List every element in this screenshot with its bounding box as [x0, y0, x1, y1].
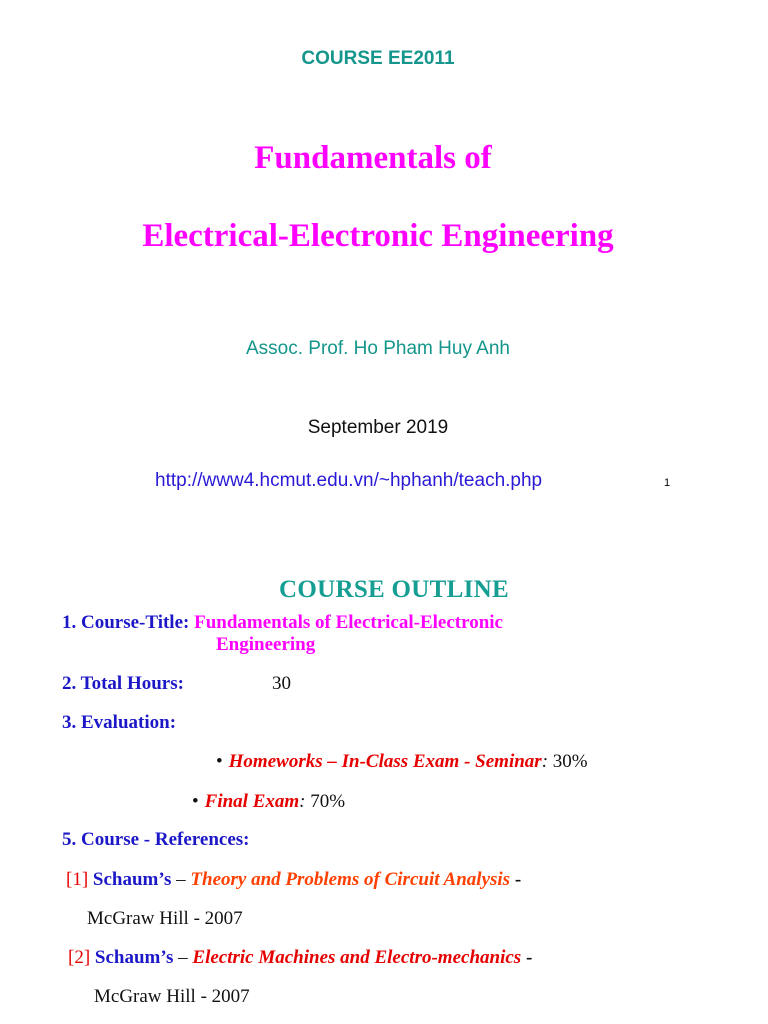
- evaluation-item: [216, 751, 588, 773]
- evaluation-colon: :: [299, 791, 306, 812]
- date: September 2019: [307, 417, 449, 438]
- reference-item: [68, 947, 532, 969]
- reference-author: Schaum’s: [90, 947, 174, 968]
- total-hours-value: 30: [272, 673, 291, 694]
- reference-item: [66, 869, 521, 891]
- reference-number: [1]: [66, 869, 89, 890]
- course-title-value: Fundamentals of Electrical-Electronic: [194, 612, 503, 633]
- evaluation-label: 3. Evaluation:: [62, 712, 177, 733]
- evaluation-name: Final Exam: [204, 791, 300, 812]
- page-number: 1: [664, 477, 671, 489]
- title-line-2: Electrical-Electronic Engineering: [142, 218, 614, 254]
- course-code: COURSE EE2011: [301, 48, 455, 69]
- reference-publisher: McGraw Hill - 2007: [87, 908, 243, 929]
- references-label: 5. Course - References:: [62, 829, 250, 850]
- reference-dash: –: [171, 869, 191, 890]
- reference-author: Schaum’s: [88, 869, 172, 890]
- course-url-link[interactable]: http://www4.hcmut.edu.vn/~hphanh/teach.php: [155, 470, 543, 491]
- reference-title: Electric Machines and Electro-mechanics: [192, 947, 522, 968]
- reference-number: [2]: [68, 947, 91, 968]
- total-hours-label: 2. Total Hours:: [62, 673, 184, 694]
- bullet-icon: •: [216, 751, 223, 772]
- reference-trail: -: [510, 869, 522, 890]
- course-title-value-cont: Engineering: [216, 634, 316, 655]
- reference-publisher: McGraw Hill - 2007: [94, 986, 250, 1007]
- evaluation-weight: 70%: [305, 791, 346, 812]
- evaluation-colon: :: [541, 751, 549, 772]
- author: Assoc. Prof. Ho Pham Huy Anh: [245, 338, 510, 359]
- course-title-label: 1. Course-Title:: [62, 612, 195, 633]
- bullet-icon: •: [192, 791, 199, 812]
- reference-trail: -: [521, 947, 533, 968]
- evaluation-weight: 30%: [548, 751, 588, 772]
- outline-heading: COURSE OUTLINE: [279, 576, 509, 603]
- evaluation-item: [192, 791, 345, 813]
- course-title-item: [62, 612, 503, 634]
- evaluation-name: Homeworks – In-Class Exam - Seminar: [228, 751, 542, 772]
- reference-title: Theory and Problems of Circuit Analysis: [190, 869, 511, 890]
- reference-dash: –: [173, 947, 193, 968]
- title-line-1: Fundamentals of: [254, 140, 492, 176]
